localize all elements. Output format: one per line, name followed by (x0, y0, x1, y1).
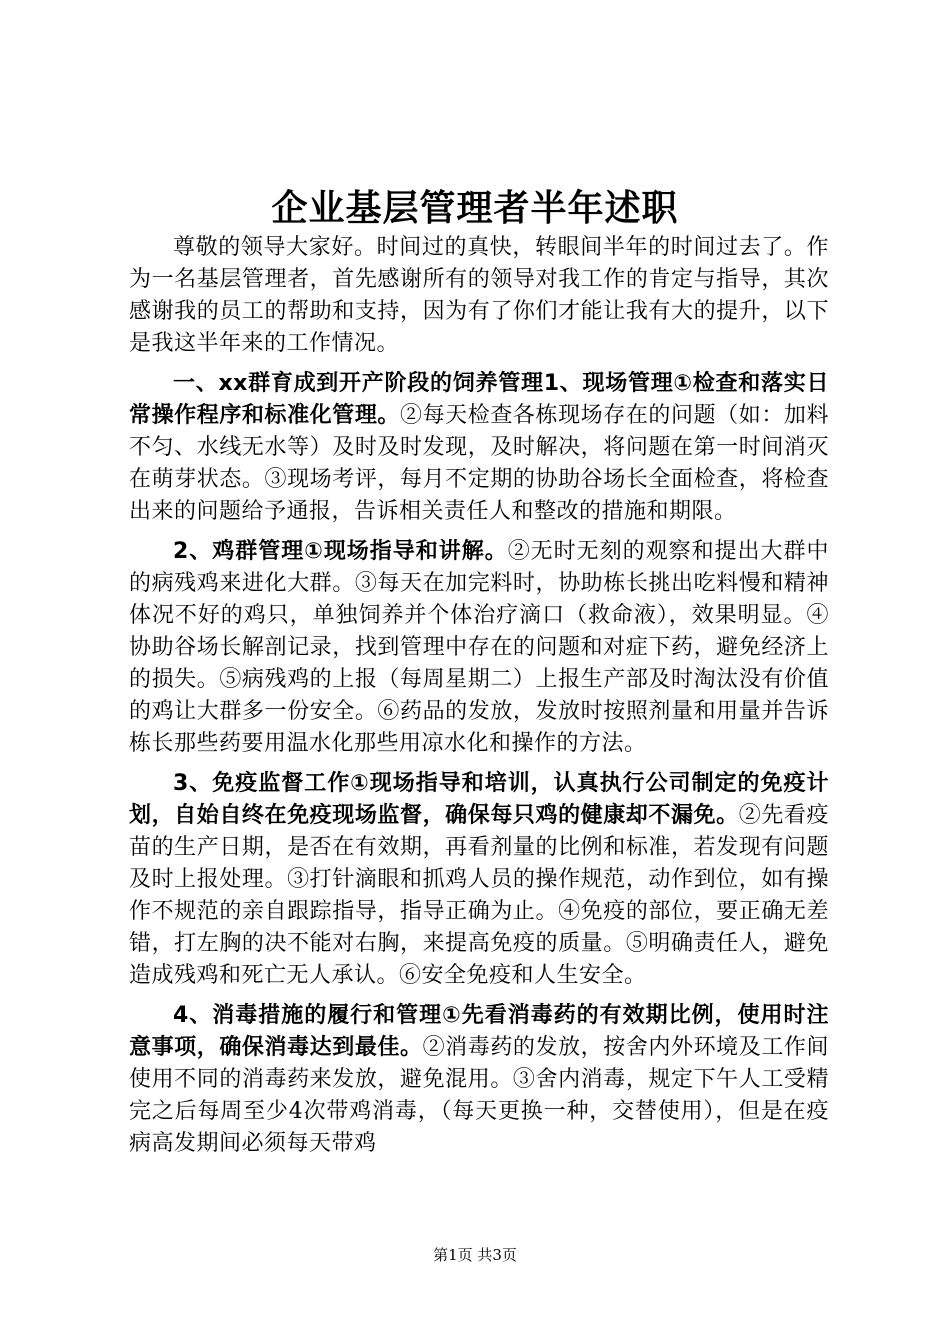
paragraph-5-text: ②消毒药的发放，按舍内外环境及工作间使用不同的消毒药来发放，避免混用。③舍内消毒，规定下午人工受精完之后每周至少4次带鸡消毒，（每天更换一种，交替使用），但是在疫病高发期间必须每天带鸡 (129, 1035, 829, 1156)
paragraph-3-text: ②无时无刻的观察和提出大群中的病残鸡来进化大群。③每天在加完料时，协助栋长挑出吃料慢和精神体况不好的鸡只，单独饲养并个体治疗滴口（救命液），效果明显。④协助谷场长解剖记录，找到管理中存在的问题和对症下药，避免经济上的损失。⑤病残鸡的上报（每周星期二）上报生产部及时淘汰没有价值的鸡让大群多一份安全。⑥药品的发放，发放时按照剂量和用量并告诉栋长那些药要用温水化那些用凉水化和操作的方法。 (129, 539, 829, 756)
paragraph-4 (129, 768, 829, 992)
paragraph-5 (129, 1000, 829, 1160)
paragraph-3-heading: 2、鸡群管理①现场指导和讲解。 (173, 539, 508, 564)
paragraph-2-heading: 一、xx群育成到开产阶段的饲养管理1、现场管理①检查和落实日常操作程序和标准化管理。 (129, 371, 829, 428)
paragraph-1-text: 尊敬的领导大家好。时间过的真快，转眼间半年的时间过去了。作为一名基层管理者，首先感谢所有的领导对我工作的肯定与指导，其次感谢我的员工的帮助和支持，因为有了你们才能让我有大的提升，以下是我这半年来的工作情况。 (129, 235, 829, 356)
document-body (129, 232, 829, 1168)
paragraph-4-text: ②先看疫苗的生产日期，是否在有效期，再看剂量的比例和标准，若发现有问题及时上报处理。③打针滴眼和抓鸡人员的操作规范，动作到位，如有操作不规范的亲自跟踪指导，指导正确为止。④免疫的部位，要正确无差错，打左胸的决不能对右胸，来提高免疫的质量。⑤明确责任人，避免造成残鸡和死亡无人承认。⑥安全免疫和人生安全。 (129, 803, 829, 988)
paragraph-1 (129, 232, 829, 360)
page-number-footer: 第1页 共3页 (433, 1246, 517, 1264)
paragraph-4-heading: 3、免疫监督工作①现场指导和培训，认真执行公司制定的免疫计划，自始自终在免疫现场监督，确保每只鸡的健康却不漏免。 (129, 771, 829, 828)
document-title: 企业基层管理者半年述职 (271, 187, 679, 229)
paragraph-2 (129, 368, 829, 528)
paragraph-2-text: ②每天检查各栋现场存在的问题（如：加料不匀、水线无水等）及时及时发现，及时解决，将问题在第一时间消灭在萌芽状态。③现场考评，每月不定期的协助谷场长全面检查，将检查出来的问题给予通报，告诉相关责任人和整改的措施和期限。 (129, 403, 829, 524)
paragraph-5-heading: 4、消毒措施的履行和管理①先看消毒药的有效期比例，使用时注意事项，确保消毒达到最佳。 (129, 1003, 829, 1060)
paragraph-3 (129, 536, 829, 760)
